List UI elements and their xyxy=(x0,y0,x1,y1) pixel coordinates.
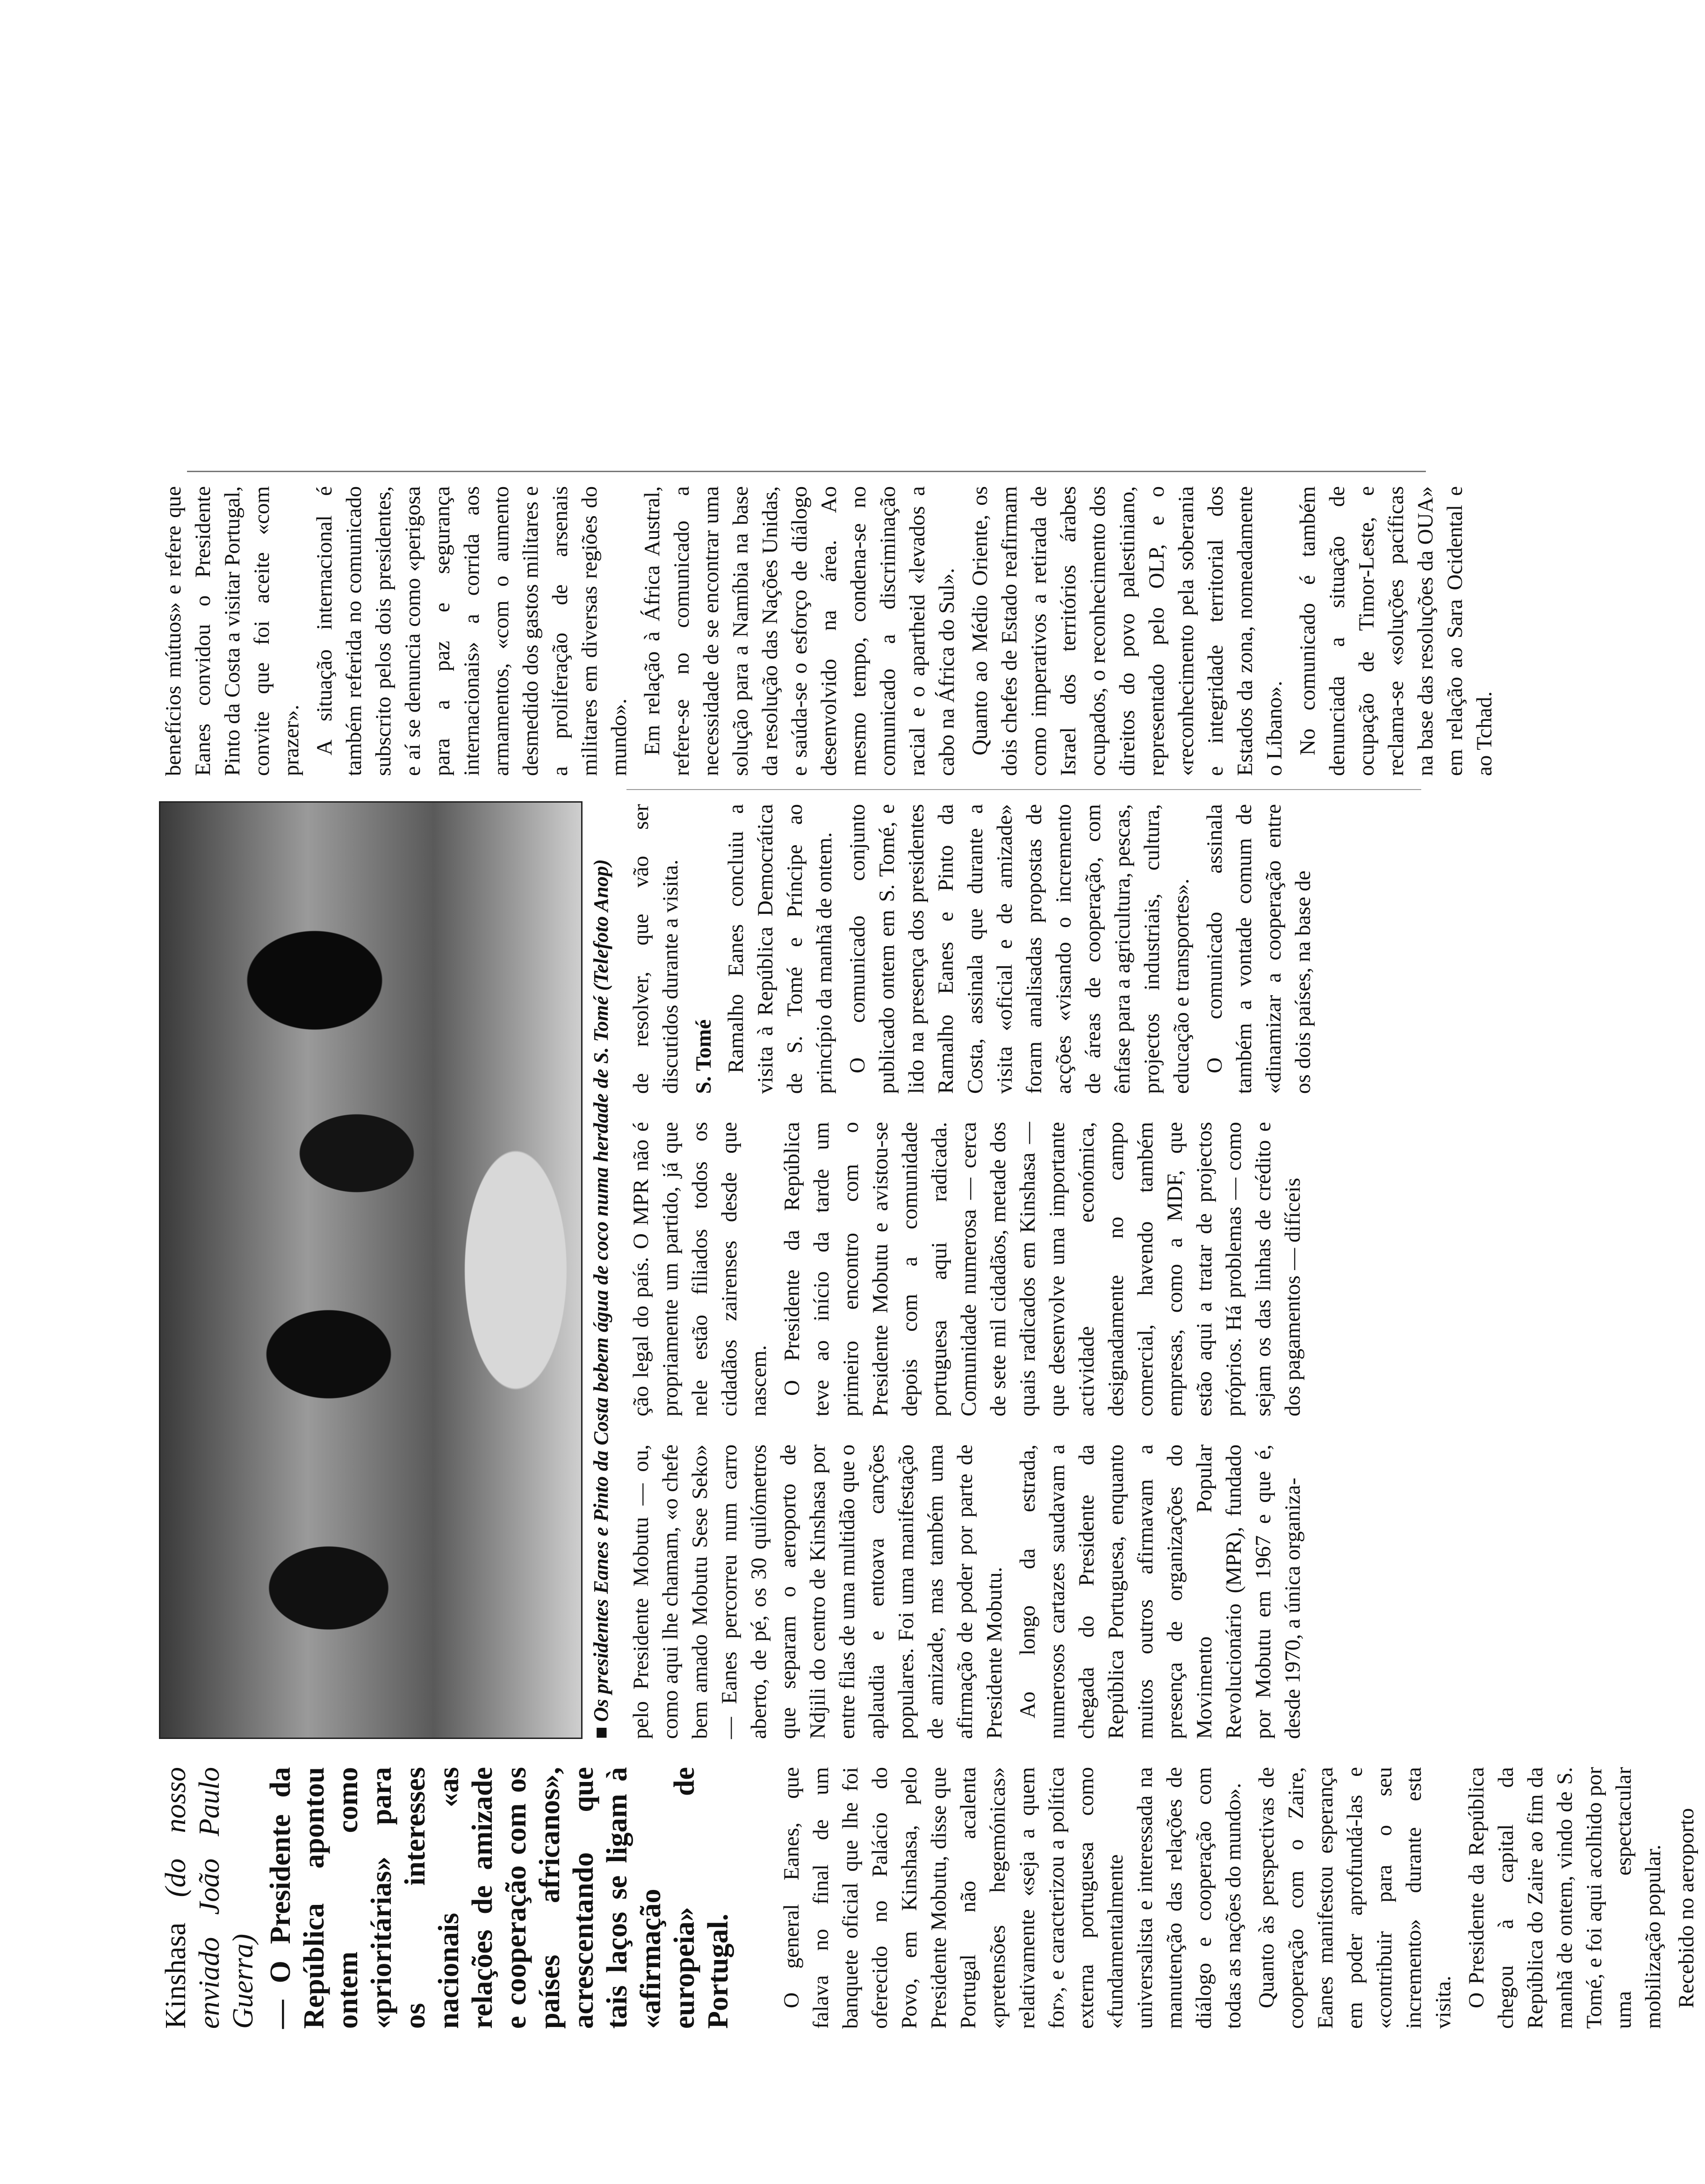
paragraph: O Presidente da República teve ao início da tarde um primeiro encontro com o Presidente Mobutu e avistou-se depois com a comunidade portuguesa aqui radicada. Comunidade numerosa — cerca de sete mil cidadãos, metade dos quais radicados em Kinshasa — que desenvolve uma importante actividade económica, designadamente no campo comercial, havendo também empresas, como a MDF, que estão aqui a tratar de projectos próprios. Há problemas — como sejam os das linhas de crédito e dos pagamentos — difíceis xyxy=(780,1122,1305,1416)
column-5 xyxy=(159,486,1503,776)
paragraph: O Presidente da República chegou à capital da República do Zaire ao fim da manhã de ontem, vindo de S. Tomé, e foi aqui acolhido por uma espectacular mobilização popular. xyxy=(1464,1767,1665,2029)
caption-bullet-icon: ■ xyxy=(590,1726,612,1739)
paragraph: benefícios mútuos» e refere que Eanes convidou o Presidente Pinto da Costa a visitar Portugal, convite que foi aceite «com prazer». xyxy=(161,486,303,776)
lead-paragraph: — O Presidente da República apontou ontem como «prioritárias» para os interesses nacionais «as relações de amizade e cooperação com os países africanos», acrescentando que tais laços se ligam à «afirmação europeia» de Portugal. xyxy=(265,1767,734,2029)
paragraph: Quanto às perspectivas de cooperação com o Zaire, Eanes manifestou esperança em poder aprofundá-las e «contribuir para o seu incremento» durante esta visita. xyxy=(1254,1767,1455,2029)
paragraph: O comunicado assinala também a vontade comum de «dinamizar a cooperação entre os dois países, na base de xyxy=(1202,804,1315,1094)
subheading: S. Tomé xyxy=(691,1019,716,1094)
paragraph: No comunicado é também denunciada a situação de ocupação de Timor-Leste, e reclama-se «soluções pacíficas na base das resoluções da OUA» em relação ao Sara Ocidental e ao Tchad. xyxy=(1295,486,1496,776)
paragraph: O general Eanes, que falava no final de um banquete oficial que lhe foi oferecido no Palácio do Povo, em Kinshasa, pelo Presidente Mobutu, disse que Portugal não acalenta «pretensões hegemónicas» relativamente «seja a quem for», e caracterizou a política externa portuguesa como «fundamentalmente universalista e interessada na manutenção das relações de diálogo e cooperação com todas as nações do mundo». xyxy=(779,1767,1245,2029)
column-divider xyxy=(626,789,1421,790)
rotated-page xyxy=(159,159,1698,2029)
dateline: Kinshasa xyxy=(160,1922,192,2029)
photo-caption xyxy=(589,804,613,1739)
paragraph: Ao longo da estrada, numerosos cartazes saudavam a chegada do Presidente da República Portuguesa, enquanto muitos outros afirmavam a presença de organizações do Movimento Popular Revolucionário (MPR), fundado por Mobutu em 1967 e que é, desde 1970, a única organiza- xyxy=(1015,1444,1305,1739)
paragraph: ção legal do país. O MPR não é propriamente um partido, já que nele estão filiados todos os cidadãos zairenses desde que nascem. xyxy=(629,1122,771,1416)
paragraph: A situação internacional é também referida no comunicado subscrito pelos dois presidentes, e aí se denuncia como «perigosa para a paz e segurança internacionais» a corrida aos armamentos, «com o aumento desmedido dos gastos militares e a proliferação de arsenais militares em diversas regiões do mundo». xyxy=(312,486,631,776)
paragraph: Quanto ao Médio Oriente, os dois chefes de Estado reafirmam como imperativos a retirada de Israel dos territórios árabes ocupados, o reconhecimento dos direitos do povo palestiniano, representado pelo OLP, e o «reconhecimento pela soberania e integridade territorial dos Estados da zona, nomeadamente o Líbano». xyxy=(968,486,1287,776)
paragraph: Recebido no aeroporto xyxy=(1674,1808,1698,2008)
paragraph: O comunicado conjunto publicado ontem em S. Tomé, e lido na presença dos presidentes Ramalho Eanes e Pinto da Costa, assinala que durante a visita «oficial e de amizade» foram analisadas propostas de acções «visando o incremento de áreas de cooperação, com ênfase para a agricultura, pescas, projectos industriais, cultura, educação e transportes». xyxy=(845,804,1194,1094)
byline: (do nosso enviado João Paulo Guerra) xyxy=(160,1767,259,2029)
paragraph: Ramalho Eanes concluiu a visita à República Democrática de S. Tomé e Príncipe ao princípio da manhã de ontem. xyxy=(724,804,836,1094)
news-photo xyxy=(159,801,583,1739)
paragraph: pelo Presidente Mobutu — ou, como aqui lhe chamam, «o chefe bem amado Mobutu Sese Seko» — Eanes percorreu num carro aberto, de pé, os 30 quilómetros que separam o aeroporto de Ndjili do centro de Kinshasa por entre filas de uma multidão que o aplaudia e entoava canções populares. Foi uma manifestação de amizade, mas também uma afirmação de poder por parte de Presidente Mobutu. xyxy=(629,1444,1007,1739)
column-2 xyxy=(626,1444,1311,1739)
paragraph: de resolver, que vão ser discutidos durante a visita. xyxy=(629,804,683,1094)
article-intro xyxy=(159,1767,1705,2029)
paragraph: Em relação à África Austral, refere-se no comunicado a necessidade de se encontrar uma solução para a Namíbia na base da resolução das Nações Unidas, e saúda-se o esforço de diálogo desenvolvido na área. Ao mesmo tempo, condena-se no comunicado a discriminação racial e o apartheid «levados a cabo na África do Sul». xyxy=(640,486,959,776)
column-3 xyxy=(626,1122,1311,1416)
column-4 xyxy=(626,804,1322,1094)
page-edge-rule xyxy=(187,471,1426,472)
caption-text: Os presidentes Eanes e Pinto da Costa bebem água de coco numa herdade de S. Tomé (Telefoto Anop) xyxy=(590,859,612,1722)
